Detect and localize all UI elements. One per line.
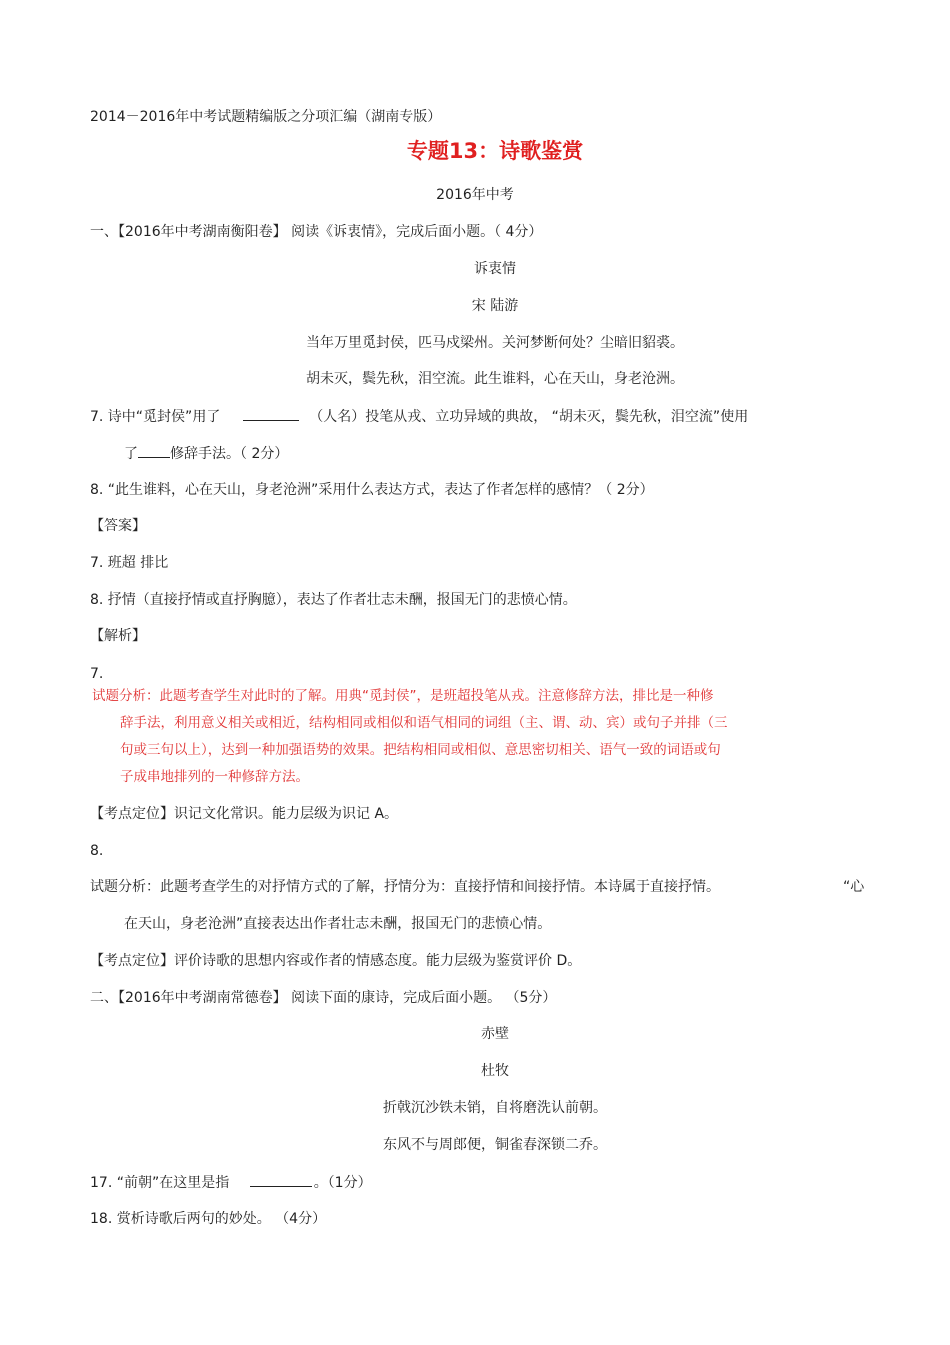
question-7-text-c: 了 [124,446,138,462]
answer-blank [250,1172,312,1187]
poem-1-line-2: 胡未灭，鬓先秋，泪空流。此生谁料，心在天山，身老沧洲。 [306,371,684,387]
question-17-text-a: 17. “前朝”在这里是指 [90,1175,230,1191]
analysis-8-line-1b: “心 [843,879,865,895]
question-7-text-a: 7. 诗中“觅封侯”用了 [90,409,221,425]
document-header: 2014－2016年中考试题精编版之分项汇编（湖南专版） [90,109,442,125]
answer-7: 7. 班超 排比 [90,555,169,571]
poem-2-title: 赤壁 [481,1026,509,1042]
analysis-7-number: 7. [90,666,104,682]
analysis-7-line-2: 辞手法，利用意义相关或相近，结构相同或相似和语气相同的词组（主、谓、动、宾）或句子并排（三 [120,715,728,731]
answer-label: 【答案】 [90,518,146,534]
poem-2-line-1: 折戟沉沙铁未销，自将磨洗认前朝。 [383,1100,607,1116]
poem-2-author: 杜牧 [481,1063,509,1079]
question-7-line-2 [124,443,288,464]
poem-1-author: 宋 陆游 [471,298,519,314]
analysis-8-number: 8. [90,843,104,859]
analysis-7-line-3: 句或三句以上），达到一种加强语势的效果。把结构相同或相似、意思密切相关、语气一致的词语或句 [120,742,721,758]
page-title: 专题13：诗歌鉴赏 [406,139,584,163]
question-7-text-d: 修辞手法。（ 2分） [170,446,289,462]
answer-blank [138,443,170,458]
analysis-label: 【解析】 [90,628,146,644]
question-8: 8. “此生谁料，心在天山，身老沧洲”采用什么表达方式，表达了作者怎样的感情？（ 2分） [90,482,654,498]
poem-2-line-2: 东风不与周郎便，铜雀春深锁二乔。 [383,1137,607,1153]
question-18: 18. 赏析诗歌后两句的妙处。 （4分） [90,1211,327,1227]
poem-1-line-1: 当年万里觅封侯，匹马戍梁州。关河梦断何处？尘暗旧貂裘。 [306,335,684,351]
analysis-8-line-1a: 试题分析：此题考查学生的对抒情方式的了解，抒情分为：直接抒情和间接抒情。本诗属于直接抒情。 [90,879,720,895]
year-heading: 2016年中考 [436,187,514,203]
answer-8: 8. 抒情（直接抒情或直抒胸臆），表达了作者壮志未酬，报国无门的悲愤心情。 [90,592,577,608]
analysis-7-line-1: 试题分析：此题考查学生对此时的了解。用典“觅封侯”，是班超投笔从戎。注意修辞方法，排比是一种修 [92,688,714,704]
question-7-line-1 [90,406,748,427]
question-17-text-b: 。（1分） [313,1175,372,1191]
question-17 [90,1172,372,1193]
answer-blank [243,406,299,421]
question-1-intro: 一、【2016年中考湖南衡阳卷】 阅读《诉衷情》，完成后面小题。（ 4分） [90,224,543,240]
analysis-8-location: 【考点定位】评价诗歌的思想内容或作者的情感态度。能力层级为鉴赏评价 D。 [90,953,582,969]
analysis-8-line-2: 在天山，身老沧洲”直接表达出作者壮志未酬，报国无门的悲愤心情。 [124,916,552,932]
poem-1-title: 诉衷情 [474,261,516,277]
question-7-text-b: （人名）投笔从戎、立功异域的典故， “胡未灭，鬓先秋，泪空流”使用 [309,409,749,425]
analysis-7-line-4: 子成串地排列的一种修辞方法。 [120,769,309,785]
question-2-intro: 二、【2016年中考湖南常德卷】 阅读下面的康诗，完成后面小题。 （5分） [90,990,557,1006]
analysis-7-location: 【考点定位】识记文化常识。能力层级为识记 A。 [90,806,399,822]
